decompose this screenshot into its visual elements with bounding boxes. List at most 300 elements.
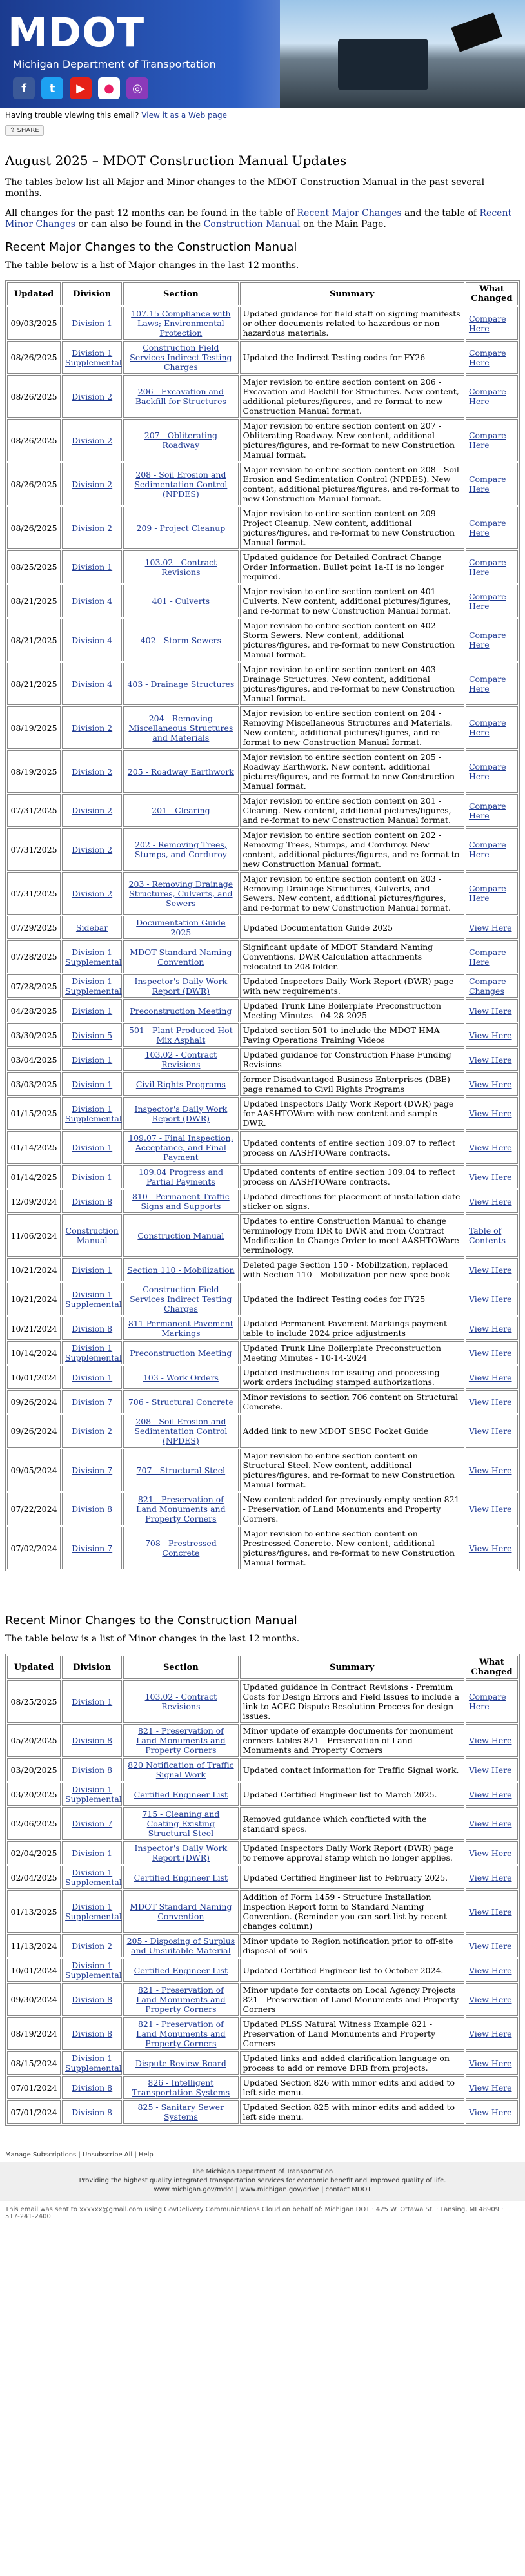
- cell-summary-text: Updated the Indirect Testing codes for FY25: [243, 1294, 426, 1304]
- cell-division-link[interactable]: Division 8: [72, 1323, 113, 1333]
- cell-section-link[interactable]: 207 - Obliterating Roadway: [144, 431, 217, 450]
- table-row: [7, 2100, 518, 2124]
- cell-section-link[interactable]: 204 - Removing Miscellaneous Structures and Materials: [128, 713, 233, 742]
- cell-summary-text: Updated directions for placement of installation date sticker on signs.: [243, 1192, 461, 1211]
- cell-division: [62, 1214, 122, 1257]
- cell-updated-text: 10/01/2024: [10, 1372, 57, 1382]
- cell-updated: [7, 1983, 61, 2016]
- cell-updated: [7, 1934, 61, 1957]
- cell-updated: [7, 619, 61, 661]
- cell-section-link[interactable]: 208 - Soil Erosion and Sedimentation Control (NPDES): [134, 469, 228, 499]
- table-row: [7, 419, 518, 461]
- cell-section-link[interactable]: 103.02 - Contract Revisions: [144, 557, 217, 577]
- cell-division-link[interactable]: Division 2: [72, 1426, 113, 1436]
- cell-summary-text: Updated PLSS Natural Witness Example 821 - Preservation of Land Monuments and Property Corners: [243, 2019, 436, 2048]
- cell-what-changed-link[interactable]: View Here: [468, 1294, 512, 1304]
- cell-what-changed: [466, 1131, 518, 1164]
- cell-division-link[interactable]: Division 1 Supplemental: [65, 1343, 122, 1362]
- cell-what-changed-link[interactable]: View Here: [468, 1426, 512, 1436]
- cell-division-link[interactable]: Division 1: [72, 318, 113, 328]
- youtube-icon[interactable]: ▶: [70, 77, 92, 99]
- column-header: What Changed: [466, 1656, 518, 1679]
- table-row: [7, 872, 518, 915]
- table-row: [7, 2051, 518, 2075]
- cell-updated: [7, 2017, 61, 2050]
- cell-division-link[interactable]: Division 4: [72, 635, 113, 645]
- cell-section-link[interactable]: Construction Field Services Indirect Testing Charges: [130, 343, 232, 372]
- cell-what-changed: [466, 1415, 518, 1448]
- cell-section-link[interactable]: Inspector's Daily Work Report (DWR): [134, 1843, 228, 1863]
- cell-section-link[interactable]: 821 - Preservation of Land Monuments and Property Corners: [136, 1726, 226, 1755]
- cell-what-changed: [466, 463, 518, 505]
- cell-what-changed-link[interactable]: View Here: [468, 1030, 512, 1040]
- cell-section-link[interactable]: Inspector's Daily Work Report (DWR): [134, 1103, 228, 1123]
- cell-section: [123, 2100, 238, 2124]
- share-label: SHARE: [17, 127, 39, 134]
- cell-what-changed-link[interactable]: View Here: [468, 1172, 512, 1182]
- cell-what-changed: [466, 1527, 518, 1569]
- cell-what-changed-link[interactable]: Compare Here: [468, 884, 506, 903]
- major-changes-description: The table below is a list of Major changes in the last 12 months.: [5, 260, 299, 271]
- cell-updated-text: 07/28/2025: [10, 952, 57, 962]
- cell-section-link[interactable]: 825 - Sanitary Sewer Systems: [137, 2102, 224, 2122]
- cell-what-changed-link[interactable]: View Here: [468, 1504, 512, 1514]
- cell-section-link[interactable]: Preconstruction Meeting: [130, 1348, 232, 1358]
- cell-what-changed: [466, 619, 518, 661]
- column-header: Summary: [240, 1656, 464, 1679]
- cell-summary: [240, 1258, 464, 1281]
- intro2-end: on the Main Page.: [300, 219, 386, 229]
- twitter-icon[interactable]: t: [41, 77, 63, 99]
- cell-what-changed: [466, 1072, 518, 1096]
- cell-section-link[interactable]: Documentation Guide 2025: [136, 918, 226, 937]
- cell-what-changed-link[interactable]: Compare Here: [468, 518, 506, 537]
- cell-division-link[interactable]: Division 2: [72, 391, 113, 402]
- cell-summary-text: Major revision to entire section content on 206 - Excavation and Backfill for Structures. New content, additional pictures/figures, and re-format to new Construction Manual format.: [243, 377, 459, 416]
- cell-updated: [7, 1493, 61, 1525]
- cell-section-link[interactable]: 402 - Storm Sewers: [140, 635, 222, 645]
- cell-division-link[interactable]: Division 8: [72, 1504, 113, 1514]
- cell-what-changed-link[interactable]: View Here: [468, 1372, 512, 1382]
- table-row: [7, 1283, 518, 1315]
- cell-division-link[interactable]: Division 1: [72, 1005, 113, 1016]
- cell-updated-text: 11/13/2024: [10, 1941, 57, 1951]
- share-icon: ⇪: [10, 127, 17, 134]
- cell-updated: [7, 750, 61, 793]
- cell-what-changed-link[interactable]: View Here: [468, 922, 512, 933]
- cell-what-changed-link[interactable]: Table of Contents: [468, 1226, 506, 1245]
- cell-summary-text: Updated guidance in Contract Revisions - Premium Costs for Design Errors and Field Issues to include a link to ACEC Dispute Resolution Process for design issues.: [243, 1682, 459, 1721]
- cell-division-link[interactable]: Division 8: [72, 2082, 113, 2093]
- cell-section: [123, 419, 238, 461]
- cell-division: [62, 1023, 122, 1047]
- cell-division-link[interactable]: Division 7: [72, 1465, 113, 1475]
- cell-what-changed-link[interactable]: Compare Here: [468, 387, 506, 406]
- cell-division-link[interactable]: Division 8: [72, 1736, 113, 1745]
- cell-division-link[interactable]: Division 1 Supplemental: [65, 1289, 122, 1309]
- cell-what-changed-link[interactable]: View Here: [468, 1196, 512, 1206]
- cell-what-changed: [466, 1283, 518, 1315]
- cell-what-changed-link[interactable]: View Here: [468, 1789, 512, 1799]
- facebook-icon[interactable]: f: [13, 77, 35, 99]
- cell-summary: [240, 507, 464, 549]
- cell-section-link[interactable]: 821 - Preservation of Land Monuments and Property Corners: [136, 1985, 226, 2014]
- cell-summary: [240, 2017, 464, 2050]
- cell-section-link[interactable]: 109.07 - Final Inspection, Acceptance, and Final Payment: [128, 1133, 233, 1162]
- cell-division: [62, 1341, 122, 1364]
- cell-division: [62, 419, 122, 461]
- cell-division-link[interactable]: Division 1: [72, 1079, 113, 1089]
- cell-updated-text: 03/03/2025: [10, 1079, 57, 1089]
- cell-updated-text: 01/14/2025: [10, 1172, 57, 1182]
- cell-section: [123, 375, 238, 418]
- cell-summary: [240, 1415, 464, 1448]
- cell-updated-text: 08/26/2025: [10, 391, 57, 402]
- cell-updated: [7, 1724, 61, 1757]
- cell-division-link[interactable]: Division 7: [72, 1397, 113, 1407]
- cell-division-link[interactable]: Division 8: [72, 1196, 113, 1206]
- cell-updated-text: 02/04/2025: [10, 1872, 57, 1883]
- cell-what-changed-link[interactable]: View Here: [468, 1819, 512, 1828]
- cell-division-link[interactable]: Division 1: [72, 1172, 113, 1182]
- trouble-text: Having trouble viewing this email?: [5, 111, 139, 120]
- cell-what-changed-link[interactable]: View Here: [468, 1054, 512, 1065]
- construction-manual-link[interactable]: Construction Manual: [203, 219, 301, 229]
- cell-section-link[interactable]: 109.04 Progress and Partial Payments: [138, 1167, 224, 1186]
- mdot-logo[interactable]: MDOT: [8, 9, 145, 56]
- cell-division-link[interactable]: Division 1: [72, 1264, 113, 1275]
- cell-section-link[interactable]: 706 - Structural Concrete: [128, 1397, 233, 1407]
- cell-division: [62, 341, 122, 374]
- cell-division-link[interactable]: Division 7: [72, 1819, 113, 1828]
- instagram-icon[interactable]: ◎: [126, 77, 148, 99]
- footer-site-links[interactable]: www.michigan.gov/mdot | www.michigan.gov/drive | contact MDOT: [154, 2186, 371, 2193]
- cell-what-changed-link[interactable]: Compare Changes: [468, 976, 506, 996]
- cell-summary-text: Major revision to entire section content on 209 - Project Cleanup. New content, additional pictures/figures, and re-format to new Construction Manual format.: [243, 508, 455, 547]
- cell-division-link[interactable]: Division 2: [72, 722, 113, 733]
- cell-division-link[interactable]: Construction Manual: [65, 1226, 119, 1245]
- cell-summary: [240, 2051, 464, 2075]
- cell-division-link[interactable]: Division 1: [72, 1054, 113, 1065]
- cell-division-link[interactable]: Division 2: [72, 806, 113, 815]
- cell-division: [62, 585, 122, 617]
- intro2-mid: and the table of: [401, 208, 480, 218]
- cell-section-link[interactable]: 821 - Preservation of Land Monuments and Property Corners: [136, 2019, 226, 2048]
- cell-section-link[interactable]: 820 Notification of Traffic Signal Work: [128, 1760, 234, 1779]
- cell-section-link[interactable]: 201 - Clearing: [152, 806, 210, 815]
- flickr-icon[interactable]: ●: [98, 77, 120, 99]
- cell-division: [62, 1097, 122, 1130]
- cell-what-changed: [466, 706, 518, 749]
- cell-division-link[interactable]: Division 8: [72, 2029, 113, 2039]
- cell-summary-text: Updated Certified Engineer list to March 2025.: [243, 1789, 437, 1799]
- cell-division-link[interactable]: Division 8: [72, 1995, 113, 2004]
- cell-what-changed-link[interactable]: Compare Here: [468, 474, 506, 494]
- cell-section: [123, 1527, 238, 1569]
- cell-section-link[interactable]: 202 - Removing Trees, Stumps, and Corduroy: [134, 840, 227, 859]
- cell-section: [123, 1023, 238, 1047]
- cell-section-link[interactable]: 401 - Culverts: [152, 596, 210, 606]
- cell-division: [62, 1934, 122, 1957]
- cell-section-link[interactable]: 826 - Intelligent Transportation Systems: [132, 2078, 230, 2097]
- cell-what-changed-link[interactable]: Compare Here: [468, 718, 506, 737]
- cell-summary-text: Updated Certified Engineer list to February 2025.: [243, 1872, 448, 1883]
- cell-what-changed-link[interactable]: Compare Here: [468, 313, 506, 333]
- cell-updated-text: 10/21/2024: [10, 1294, 57, 1304]
- cell-what-changed-link[interactable]: View Here: [468, 1348, 512, 1358]
- header-banner: [0, 0, 525, 108]
- cell-section-link[interactable]: 103.02 - Contract Revisions: [144, 1692, 217, 1711]
- column-header: Updated: [7, 1656, 61, 1679]
- cell-what-changed-link[interactable]: View Here: [468, 1264, 512, 1275]
- cell-division: [62, 828, 122, 871]
- cell-section-link[interactable]: 208 - Soil Erosion and Sedimentation Control (NPDES): [134, 1417, 228, 1446]
- cell-what-changed-link[interactable]: View Here: [468, 1079, 512, 1089]
- cell-division-link[interactable]: Division 1: [72, 1143, 113, 1152]
- cell-what-changed-link[interactable]: View Here: [468, 1906, 512, 1917]
- cell-division: [62, 1890, 122, 1933]
- cell-summary: [240, 1866, 464, 1889]
- cell-division: [62, 706, 122, 749]
- cell-what-changed-link[interactable]: Compare Here: [468, 630, 506, 650]
- cell-what-changed-link[interactable]: View Here: [468, 2058, 512, 2068]
- cell-updated-text: 08/19/2024: [10, 2029, 57, 2039]
- cell-what-changed-link[interactable]: View Here: [468, 1736, 512, 1745]
- major-changes-table: [5, 280, 520, 1571]
- cell-section: [123, 663, 238, 705]
- cell-updated-text: 08/21/2025: [10, 596, 57, 606]
- recent-major-link[interactable]: Recent Major Changes: [297, 208, 402, 218]
- column-header: Division: [62, 282, 122, 305]
- column-header: Summary: [240, 282, 464, 305]
- cell-section-link[interactable]: MDOT Standard Naming Convention: [130, 947, 232, 967]
- cell-section-link[interactable]: 403 - Drainage Structures: [127, 679, 235, 689]
- cell-what-changed-link[interactable]: View Here: [468, 1872, 512, 1883]
- cell-division-link[interactable]: Division 5: [72, 1030, 113, 1040]
- cell-updated-text: 07/31/2025: [10, 844, 57, 855]
- cell-division: [62, 1493, 122, 1525]
- table-row: [7, 463, 518, 505]
- cell-section-link[interactable]: Certified Engineer List: [134, 1872, 228, 1883]
- cell-division-link[interactable]: Division 8: [72, 1765, 113, 1775]
- cell-what-changed-link[interactable]: View Here: [468, 2082, 512, 2093]
- cell-what-changed-link[interactable]: View Here: [468, 1848, 512, 1858]
- major-changes-heading: Recent Major Changes to the Construction Manual: [5, 240, 297, 254]
- cell-division-link[interactable]: Division 1 Supplemental: [65, 2053, 122, 2073]
- cell-what-changed: [466, 1258, 518, 1281]
- cell-section: [123, 1341, 238, 1364]
- cell-division-link[interactable]: Division 4: [72, 596, 113, 606]
- cell-division-link[interactable]: Division 1 Supplemental: [65, 347, 122, 367]
- cell-summary: [240, 706, 464, 749]
- cell-updated: [7, 706, 61, 749]
- cell-what-changed-link[interactable]: Compare Here: [468, 431, 506, 450]
- cell-division-link[interactable]: Division 1: [72, 1848, 113, 1858]
- cell-summary-text: Added link to new MDOT SESC Pocket Guide: [243, 1426, 429, 1436]
- cell-what-changed-link[interactable]: Compare Here: [468, 347, 506, 367]
- cell-what-changed: [466, 1023, 518, 1047]
- cell-updated: [7, 1807, 61, 1840]
- cell-division: [62, 1072, 122, 1096]
- cell-division-link[interactable]: Division 1: [72, 1696, 113, 1707]
- cell-section-link[interactable]: 811 Permanent Pavement Markings: [128, 1319, 233, 1338]
- cell-updated-text: 03/04/2025: [10, 1054, 57, 1065]
- cell-section-link[interactable]: Certified Engineer List: [134, 1965, 228, 1975]
- cell-division-link[interactable]: Division 1 Supplemental: [65, 1961, 122, 1980]
- cell-section-link[interactable]: Certified Engineer List: [134, 1789, 228, 1799]
- cell-division-link[interactable]: Division 2: [72, 888, 113, 898]
- cell-summary: [240, 1807, 464, 1840]
- cell-what-changed-link[interactable]: View Here: [468, 1397, 512, 1407]
- recent-minor-link[interactable]: Recent Minor Changes: [5, 208, 512, 229]
- cell-division-link[interactable]: Division 1 Supplemental: [65, 947, 122, 967]
- cell-what-changed-link[interactable]: Compare Here: [468, 800, 506, 820]
- cell-section-link[interactable]: 103 - Work Orders: [143, 1372, 219, 1382]
- cell-updated-text: 09/26/2024: [10, 1397, 57, 1407]
- cell-summary: [240, 999, 464, 1022]
- cell-division-link[interactable]: Division 2: [72, 1941, 113, 1951]
- cell-what-changed-link[interactable]: View Here: [468, 1323, 512, 1333]
- cell-what-changed-link[interactable]: View Here: [468, 1765, 512, 1775]
- cell-what-changed: [466, 1317, 518, 1340]
- footer-tagline: Providing the highest quality integrated transportation services for economic benefit and improved quality of life.: [79, 2177, 446, 2184]
- cell-section-link[interactable]: 821 - Preservation of Land Monuments and Property Corners: [136, 1495, 226, 1524]
- cell-section-link[interactable]: MDOT Standard Naming Convention: [130, 1902, 232, 1921]
- cell-section-link[interactable]: Section 110 - Mobilization: [127, 1264, 235, 1275]
- cell-division-link[interactable]: Division 1: [72, 1372, 113, 1382]
- cell-what-changed: [466, 585, 518, 617]
- cell-section: [123, 794, 238, 827]
- cell-what-changed-link[interactable]: View Here: [468, 1465, 512, 1475]
- cell-updated-text: 08/25/2025: [10, 562, 57, 572]
- cell-summary-text: Updated section 501 to include the MDOT HMA Paving Operations Training Videos: [243, 1025, 440, 1045]
- cell-what-changed-link[interactable]: View Here: [468, 1543, 512, 1553]
- cell-summary-text: former Disadvantaged Business Enterprises (DBE) page renamed to Civil Rights Programs: [243, 1074, 450, 1094]
- cell-division-link[interactable]: Division 8: [72, 2107, 113, 2117]
- cell-what-changed-link[interactable]: View Here: [468, 1109, 512, 1118]
- cell-section-link[interactable]: 205 - Disposing of Surplus and Unsuitable Material: [126, 1936, 235, 1955]
- cell-division-link[interactable]: Division 1: [72, 562, 113, 572]
- cell-division: [62, 1783, 122, 1806]
- cell-division-link[interactable]: Division 2: [72, 844, 113, 855]
- cell-division-link[interactable]: Division 1 Supplemental: [65, 1103, 122, 1123]
- cell-updated-text: 08/25/2025: [10, 1696, 57, 1707]
- cell-updated-text: 07/02/2024: [10, 1543, 57, 1553]
- cell-what-changed-link[interactable]: Compare Here: [468, 840, 506, 859]
- cell-section-link[interactable]: 810 - Permanent Traffic Signs and Supports: [132, 1192, 230, 1211]
- cell-division: [62, 916, 122, 939]
- cell-division-link[interactable]: Sidebar: [75, 922, 108, 933]
- cell-summary: [240, 375, 464, 418]
- cell-summary-text: Deleted page Section 150 - Mobilization, replaced with Section 110 - Mobilization per new spec book: [243, 1260, 450, 1279]
- cell-what-changed: [466, 2076, 518, 2099]
- cell-division-link[interactable]: Division 2: [72, 435, 113, 445]
- cell-section-link[interactable]: Construction Field Services Indirect Testing Charges: [130, 1284, 232, 1313]
- cell-what-changed-link[interactable]: View Here: [468, 1143, 512, 1152]
- cell-section-link[interactable]: 206 - Excavation and Backfill for Structures: [135, 387, 226, 406]
- cell-division: [62, 1131, 122, 1164]
- cell-division: [62, 1841, 122, 1864]
- cell-what-changed-link[interactable]: View Here: [468, 1941, 512, 1951]
- cell-section-link[interactable]: 103.02 - Contract Revisions: [144, 1050, 217, 1069]
- cell-summary: [240, 828, 464, 871]
- cell-what-changed-link[interactable]: View Here: [468, 1995, 512, 2004]
- share-button[interactable]: [5, 125, 44, 136]
- cell-what-changed-link[interactable]: Compare Here: [468, 591, 506, 611]
- cell-division-link[interactable]: Division 1 Supplemental: [65, 1902, 122, 1921]
- cell-summary: [240, 1317, 464, 1340]
- cell-division-link[interactable]: Division 1 Supplemental: [65, 1785, 122, 1804]
- cell-section: [123, 463, 238, 505]
- cell-section-link[interactable]: Construction Manual: [137, 1230, 224, 1241]
- table-row: [7, 1724, 518, 1757]
- cell-division-link[interactable]: Division 4: [72, 679, 113, 689]
- cell-updated-text: 03/20/2025: [10, 1789, 57, 1799]
- cell-what-changed-link[interactable]: Compare Here: [468, 762, 506, 781]
- cell-what-changed-link[interactable]: Compare Here: [468, 947, 506, 967]
- cell-section-link[interactable]: 715 - Cleaning and Coating Existing Structural Steel: [142, 1809, 220, 1838]
- cell-what-changed: [466, 1959, 518, 1982]
- cell-division-link[interactable]: Division 1 Supplemental: [65, 976, 122, 996]
- cell-updated: [7, 1680, 61, 1723]
- cell-division-link[interactable]: Division 1 Supplemental: [65, 1868, 122, 1887]
- cell-division-link[interactable]: Division 2: [72, 523, 113, 533]
- cell-what-changed-link[interactable]: Compare Here: [468, 1692, 506, 1711]
- cell-section-link[interactable]: 501 - Plant Produced Hot Mix Asphalt: [129, 1025, 233, 1045]
- cell-division: [62, 2076, 122, 2099]
- cell-section-link[interactable]: 708 - Prestressed Concrete: [144, 1538, 217, 1558]
- cell-division: [62, 1959, 122, 1982]
- cell-section-link[interactable]: Dispute Review Board: [135, 2058, 226, 2068]
- cell-section: [123, 999, 238, 1022]
- cell-what-changed-link[interactable]: View Here: [468, 1965, 512, 1975]
- cell-summary: [240, 2100, 464, 2124]
- cell-what-changed-link[interactable]: View Here: [468, 2029, 512, 2039]
- cell-summary-text: Updated Permanent Pavement Markings payment table to include 2024 price adjustments: [243, 1319, 448, 1338]
- cell-section: [123, 1449, 238, 1491]
- cell-summary-text: Updated Section 826 with minor edits and added to left side menu.: [243, 2078, 455, 2097]
- footer-subscription-links[interactable]: Manage Subscriptions | Unsubscribe All | Help: [5, 2151, 154, 2158]
- cell-summary-text: Minor revisions to section 706 content on Structural Concrete.: [243, 1392, 459, 1411]
- table-row: [7, 1807, 518, 1840]
- cell-section-link[interactable]: 209 - Project Cleanup: [136, 523, 226, 533]
- main-content: [0, 153, 525, 2126]
- cell-division-link[interactable]: Division 2: [72, 766, 113, 777]
- cell-what-changed-link[interactable]: Compare Here: [468, 674, 506, 693]
- view-web-page-link[interactable]: View it as a Web page: [141, 111, 228, 120]
- cell-section-link[interactable]: 707 - Structural Steel: [136, 1465, 226, 1475]
- page-title: August 2025 – MDOT Construction Manual Updates: [5, 153, 347, 168]
- cell-division-link[interactable]: Division 2: [72, 479, 113, 489]
- cell-what-changed: [466, 1366, 518, 1389]
- cell-what-changed-link[interactable]: Compare Here: [468, 557, 506, 577]
- cell-what-changed-link[interactable]: View Here: [468, 2107, 512, 2117]
- cell-updated: [7, 794, 61, 827]
- table-row: [7, 1866, 518, 1889]
- cell-section-link[interactable]: Preconstruction Meeting: [130, 1005, 232, 1016]
- cell-section-link[interactable]: Inspector's Daily Work Report (DWR): [134, 976, 228, 996]
- cell-section-link[interactable]: Civil Rights Programs: [135, 1079, 226, 1089]
- cell-summary: [240, 1890, 464, 1933]
- minor-changes-heading: Recent Minor Changes to the Construction Manual: [5, 1614, 297, 1627]
- cell-section-link[interactable]: 203 - Removing Drainage Structures, Culverts, and Sewers: [128, 878, 233, 908]
- cell-section-link[interactable]: 107.15 Compliance with Laws; Environmental Protection: [131, 309, 231, 338]
- cell-section-link[interactable]: 205 - Roadway Earthwork: [127, 766, 234, 777]
- column-header: What Changed: [466, 282, 518, 305]
- cell-what-changed-link[interactable]: View Here: [468, 1005, 512, 1016]
- cell-summary-text: Major revision to entire section content on 201 - Clearing. New content, additional pictures/figures, and re-format to new Construction Manual format.: [243, 796, 451, 825]
- cell-division-link[interactable]: Division 7: [72, 1543, 113, 1553]
